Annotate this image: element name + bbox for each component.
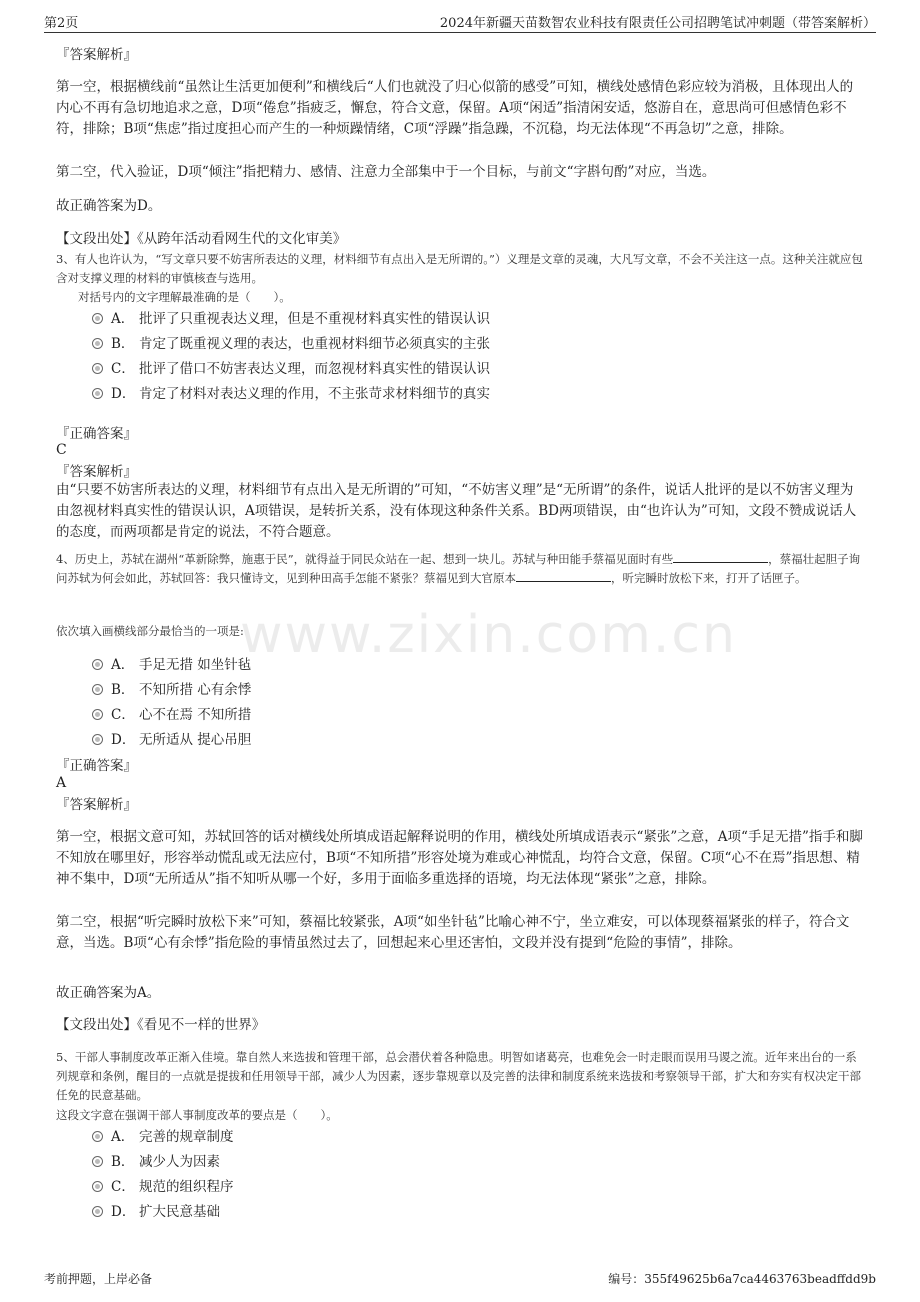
document-id: 编号：355f49625b6a7ca4463763beadffdd9b: [608, 1272, 876, 1286]
q4-analysis-p3: 故正确答案为A。: [56, 985, 161, 1001]
q3-stem: 3、有人也许认为，“写文章只要不妨害所表达的义理，材料细节有点出入是无所谓的。”）义理是文章的灵魂，大凡写文章，不会不关注这一点。这种关注就应包含对支撑义理的材料的审慎核查与选用。: [56, 252, 863, 285]
q5-option-b[interactable]: B． 减少人为因素: [92, 1151, 220, 1173]
q4-prompt: 依次填入画横线部分最恰当的一项是:: [56, 624, 244, 638]
q4-option-d[interactable]: D． 无所适从 提心吊胆: [92, 729, 251, 751]
q4-answer-label: 『正确答案』: [56, 758, 137, 774]
q4-option-a[interactable]: A． 手足无措 如坐针毡: [92, 654, 251, 676]
q2-analysis-p1: 第一空，根据横线前“虽然让生活更加便利”和横线后“人们也就没了归心似箭的感受”可知，横线处感情色彩应较为消极，且体现出人的内心不再有急切地追求之意，D项“倦怠”指疲乏，懈怠，符合文意，保留。A项“闲适”指清闲安适，悠游自在，意思尚可但感情色彩不符，排除；B项“焦虑”指过度担心而产生的一种烦躁情绪，C项“浮躁”指急躁，不沉稳，均无法体现“不再急切”之意，排除。: [56, 79, 854, 137]
radio-icon[interactable]: [92, 659, 103, 670]
q3-analysis: 由“只要不妨害所表达的义理，材料细节有点出入是无所谓的”可知，“不妨害义理”是“无所谓”的条件，说话人批评的是以不妨害义理为由忽视材料真实性的错误认识，A项错误，是转折关系，没有体现这种条件关系。BD两项错误，由“也许认为”可知，文段不赞成说话人的态度，而两项都是肯定的说法，不符合题意。: [56, 482, 857, 540]
q2-analysis-p2: 第二空，代入验证，D项“倾注”指把精力、感情、注意力全部集中于一个目标，与前文“字斟句酌”对应，当选。: [56, 164, 716, 180]
fill-blank: [516, 569, 611, 582]
watermark: www.zixin.com.cn: [240, 605, 737, 665]
document-title: 2024年新疆天苗数智农业科技有限责任公司招聘笔试冲刺题（带答案解析）: [439, 16, 876, 31]
q3-analysis-label: 『答案解析』: [56, 464, 137, 480]
radio-icon[interactable]: [92, 684, 103, 695]
page-number: 第2页: [44, 16, 79, 31]
q4-answer: A: [56, 775, 67, 791]
q4-source: 【文段出处】《看见不一样的世界》: [56, 1017, 266, 1033]
radio-icon[interactable]: [92, 338, 103, 349]
q2-analysis-p3: 故正确答案为D。: [56, 198, 162, 214]
q4-analysis-label: 『答案解析』: [56, 797, 137, 813]
q5-stem: 5、干部人事制度改革正渐入佳境。靠自然人来选拔和管理干部，总会潜伏着各种隐患。明智如诸葛亮，也难免会一时走眼而误用马谡之流。近年来出台的一系列规章和条例，醒目的一点就是提拔和任用领导干部，减少人为因素，逐步靠规章以及完善的法律和制度系统来选拔和考察领导干部，扩大和夯实有权决定干部任免的民意基础。: [56, 1050, 861, 1102]
radio-icon[interactable]: [92, 1206, 103, 1217]
q4-analysis-p2: 第二空，根据“听完瞬时放松下来”可知，蔡福比较紧张，A项“如坐针毡”比喻心神不宁，坐立难安，可以体现蔡福紧张的样子，符合文意，当选。B项“心有余悸”指危险的事情虽然过去了，回想起来心里还害怕，文段并没有提到“危险的事情”，排除。: [56, 914, 850, 951]
q3-answer-label: 『正确答案』: [56, 426, 137, 442]
q4-stem: 4、历史上，苏轼在湖州“革新除弊，施惠于民”，就得益于同民众站在一起、想到一块儿。苏轼与种田能手蔡福见面时有些 ，蔡福壮起胆子询问苏轼为何会如此，苏轼回答：我只懂诗文，见到种田高手怎能不紧张？蔡福见到大官原本 ，听完瞬时放松下来，打开了话匣子。: [56, 552, 861, 585]
q4-option-c[interactable]: C． 心不在焉 不知所措: [92, 704, 251, 726]
page-header: [44, 10, 876, 33]
q3-answer: C: [56, 442, 67, 458]
q5-option-a[interactable]: A． 完善的规章制度: [92, 1126, 234, 1148]
radio-icon[interactable]: [92, 1156, 103, 1167]
q2-source: 【文段出处】《从跨年活动看网生代的文化审美》: [56, 231, 347, 247]
q4-analysis-p1: 第一空，根据文意可知，苏轼回答的话对横线处所填成语起解释说明的作用，横线处所填成语表示“紧张”之意，A项“手足无措”指手和脚不知放在哪里好，形容举动慌乱或无法应付，B项“不知所措”形容处境为难或心神慌乱，均符合文意，保留。C项“心不在焉”指思想、精神不集中，D项“无所适从”指不知听从哪一个好，多用于面临多重选择的语境，均无法体现“紧张”之意，排除。: [56, 829, 863, 887]
radio-icon[interactable]: [92, 313, 103, 324]
q5-option-c[interactable]: C． 规范的组织程序: [92, 1176, 234, 1198]
radio-icon[interactable]: [92, 734, 103, 745]
radio-icon[interactable]: [92, 1181, 103, 1192]
radio-icon[interactable]: [92, 709, 103, 720]
q3-prompt: 对括号内的文字理解最准确的是（ ）。: [78, 290, 291, 304]
fill-blank: [673, 550, 768, 563]
q3-option-c[interactable]: C． 批评了借口不妨害表达义理，而忽视材料真实性的错误认识: [92, 358, 490, 380]
radio-icon[interactable]: [92, 1131, 103, 1142]
q5-prompt: 这段文字意在强调干部人事制度改革的要点是（ ）。: [56, 1108, 338, 1122]
q3-option-d[interactable]: D． 肯定了材料对表达义理的作用，不主张苛求材料细节的真实: [92, 383, 490, 405]
q4-option-b[interactable]: B． 不知所措 心有余悸: [92, 679, 251, 701]
q3-option-b[interactable]: B． 肯定了既重视义理的表达，也重视材料细节必须真实的主张: [92, 333, 490, 355]
q5-option-d[interactable]: D． 扩大民意基础: [92, 1201, 220, 1223]
radio-icon[interactable]: [92, 363, 103, 374]
q2-analysis-label: 『答案解析』: [56, 47, 137, 63]
q3-option-a[interactable]: A． 批评了只重视表达义理，但是不重视材料真实性的错误认识: [92, 308, 490, 330]
footer-slogan: 考前押题，上岸必备: [44, 1272, 153, 1286]
radio-icon[interactable]: [92, 388, 103, 399]
